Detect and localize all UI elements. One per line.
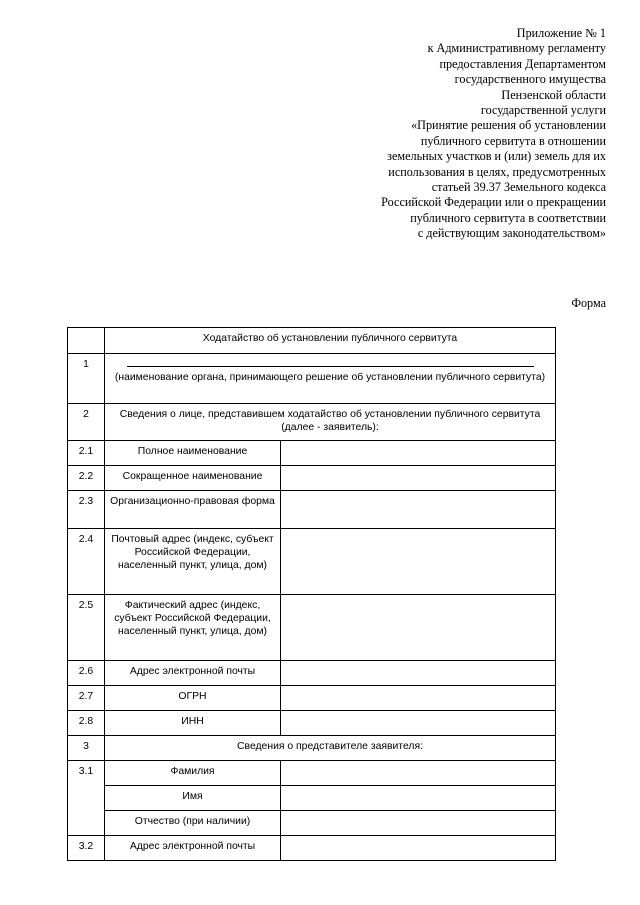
ogrn-field[interactable] <box>281 686 556 711</box>
petition-form-table <box>67 327 556 861</box>
header-line: государственной услуги <box>480 103 606 118</box>
email-field[interactable] <box>281 661 556 686</box>
header-line: земельных участков и (или) земель для их <box>387 149 606 164</box>
row-number: 2.6 <box>68 661 105 686</box>
postal-address-field[interactable] <box>281 529 556 595</box>
row-number: 3.2 <box>68 836 105 861</box>
form-label: Форма <box>571 296 606 310</box>
row-number: 3 <box>68 736 105 761</box>
row-number: 1 <box>68 354 105 404</box>
appendix-header <box>381 26 606 242</box>
field-label: Адрес электронной почты <box>105 836 281 861</box>
authority-caption: (наименование органа, принимающего решение об установлении публичного сервитута) <box>114 372 546 383</box>
first-name-field[interactable] <box>281 786 556 811</box>
field-label: Полное наименование <box>105 441 281 466</box>
header-line: «Принятие решения об установлении <box>411 118 606 133</box>
header-line: Пензенской области <box>501 87 606 102</box>
form-title: Ходатайство об установлении публичного сервитута <box>105 328 556 354</box>
header-line: публичного сервитута в соответствии <box>410 210 606 225</box>
actual-address-field[interactable] <box>281 595 556 661</box>
short-name-field[interactable] <box>281 466 556 491</box>
header-line: к Административному регламенту <box>427 41 606 56</box>
row-number: 2.8 <box>68 711 105 736</box>
patronymic-field[interactable] <box>281 811 556 836</box>
header-line: государственного имущества <box>454 72 606 87</box>
representative-email-field[interactable] <box>281 836 556 861</box>
surname-field[interactable] <box>281 761 556 786</box>
header-line: с действующим законодательством» <box>417 226 606 241</box>
section-heading: Сведения о лице, представившем ходатайство об установлении публичного сервитута (далее - заявитель): <box>105 404 556 441</box>
row-number: 2.5 <box>68 595 105 661</box>
field-label: Почтовый адрес (индекс, субъект Российской Федерации, населенный пункт, улица, дом) <box>105 529 281 595</box>
authority-field[interactable] <box>105 354 556 404</box>
inn-field[interactable] <box>281 711 556 736</box>
field-label: ИНН <box>105 711 281 736</box>
field-label: Фамилия <box>105 761 281 786</box>
row-number: 2.2 <box>68 466 105 491</box>
header-line: использования в целях, предусмотренных <box>388 164 606 179</box>
header-line: предоставления Департаментом <box>439 56 606 71</box>
row-number: 3.1 <box>68 761 105 836</box>
field-label: Сокращенное наименование <box>105 466 281 491</box>
field-label: Фактический адрес (индекс, субъект Российской Федерации, населенный пункт, улица, дом) <box>105 595 281 661</box>
empty-cell <box>68 328 105 354</box>
row-number: 2.3 <box>68 491 105 529</box>
field-label: Отчество (при наличии) <box>105 811 281 836</box>
field-label: Имя <box>105 786 281 811</box>
row-number: 2.4 <box>68 529 105 595</box>
header-line: публичного сервитута в отношении <box>420 133 606 148</box>
row-number: 2.1 <box>68 441 105 466</box>
row-number: 2.7 <box>68 686 105 711</box>
full-name-field[interactable] <box>281 441 556 466</box>
field-label: Организационно-правовая форма <box>105 491 281 529</box>
header-line: Российской Федерации или о прекращении <box>381 195 606 210</box>
header-line: Приложение № 1 <box>516 26 606 40</box>
field-label: ОГРН <box>105 686 281 711</box>
field-label: Адрес электронной почты <box>105 661 281 686</box>
section-heading: Сведения о представителе заявителя: <box>105 736 556 761</box>
row-number: 2 <box>68 404 105 441</box>
header-line: статьей 39.37 Земельного кодекса <box>431 180 606 195</box>
legal-form-field[interactable] <box>281 491 556 529</box>
fill-in-line <box>127 366 534 367</box>
